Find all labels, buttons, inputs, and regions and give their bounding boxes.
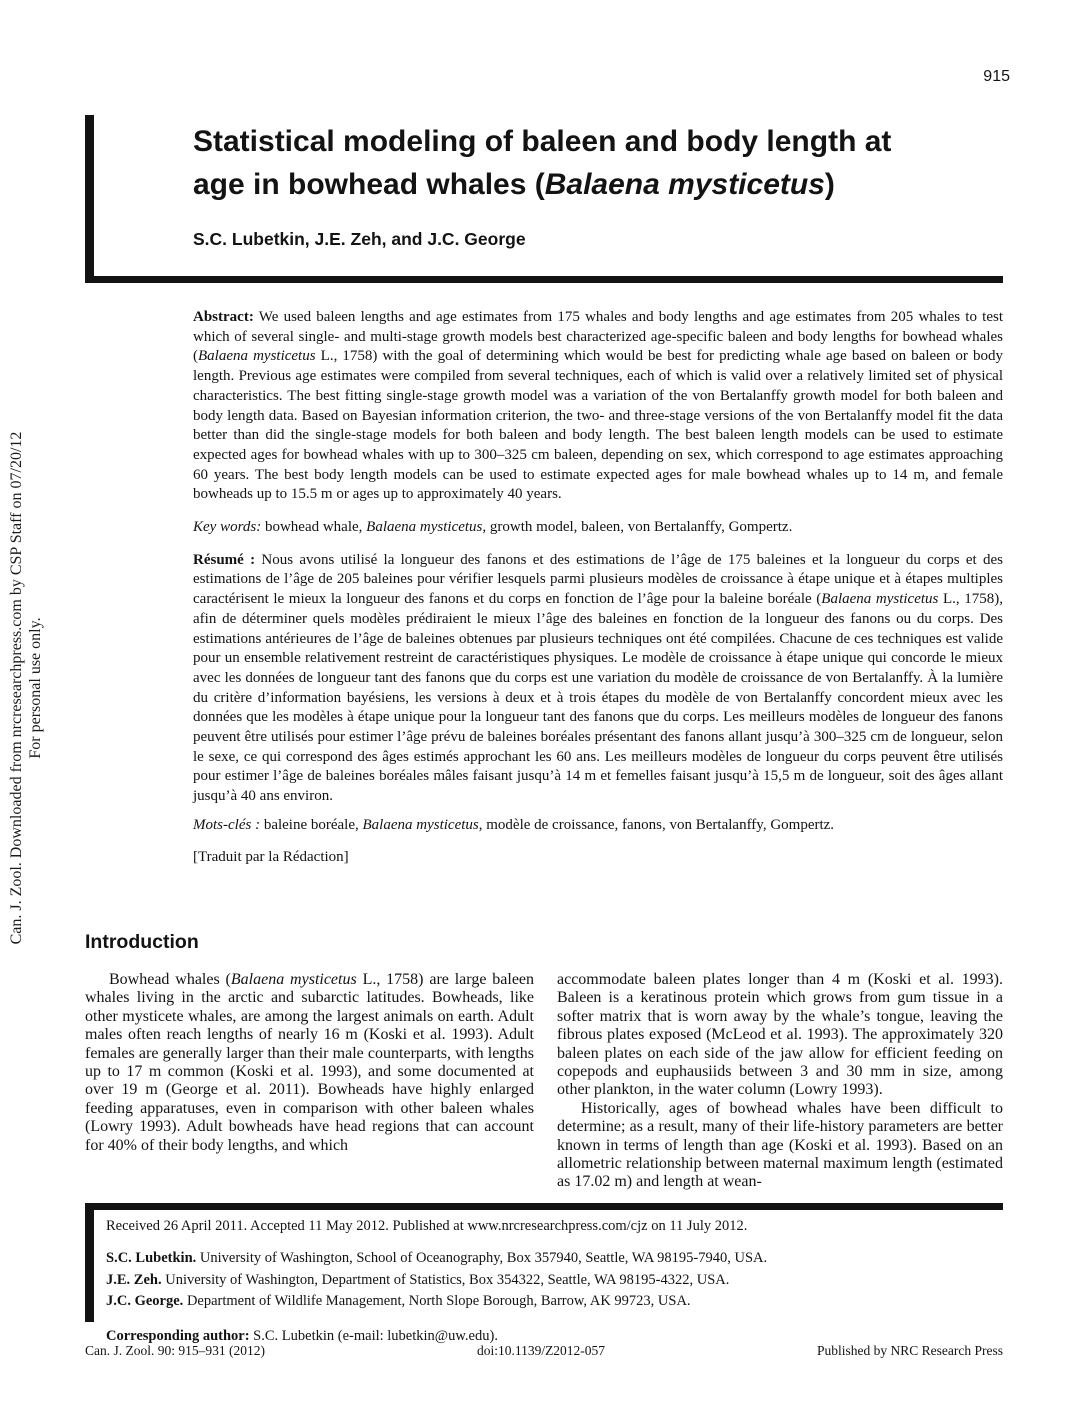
intro-p1-pre: Bowhead whales ( <box>109 971 231 988</box>
keywords-post: , growth model, baleen, von Bertalanffy, Gompertz. <box>482 519 793 536</box>
affiliation-author: J.E. Zeh. <box>106 1271 162 1288</box>
title-line2-pre: age in bowhead whales ( <box>193 168 545 201</box>
affiliation-detail: University of Washington, School of Oceanography, Box 357940, Seattle, WA 98195-7940, USA. <box>196 1250 768 1266</box>
intro-paragraph-1 <box>85 971 534 1155</box>
footer-doi: doi:10.1139/Z2012-057 <box>476 1343 606 1358</box>
affiliation-line <box>106 1248 992 1270</box>
resume-species-italic: Balaena mysticetus <box>821 591 939 608</box>
motscles-label: Mots-clés : <box>193 816 261 833</box>
resume-label: Résumé : <box>193 551 256 568</box>
intro-species-italic: Balaena mysticetus <box>230 971 357 988</box>
keywords-species-italic: Balaena mysticetus <box>366 519 483 536</box>
section-heading-introduction: Introduction <box>85 931 199 953</box>
title-block-bottom-rule <box>85 276 1003 283</box>
intro-p1-post: L., 1758) are large baleen whales living in the arctic and subarctic latitudes. Bowheads, like other mysticete whales, are among the largest animals on earth. Adult males often reach lengths of nearly 16 m (Koski et al. 1993). Adult females are generally larger than their male counterparts, with lengths up to 17 m common (Koski et al. 1993), and some documented at over 19 m (George et al. 2011). Bowheads have highly enlarged feeding apparatuses, even in comparison with other baleen whales (Lowry 1993). Adult bowheads have head regions that can account for 40% of their body lengths, and which <box>85 971 535 1154</box>
abstract-paragraph <box>193 308 1003 505</box>
intro-right-column <box>557 971 1003 1192</box>
abstract-section <box>193 308 1003 867</box>
abstract-text-post: L., 1758) with the goal of determining which would be best for predicting whale age based on baleen or body length. Previous age estimates were compiled from several techniques, each of which is valid over a relatively limited set of physical characteristics. The best fitting single-stage growth model was a variation of the von Bertalanffy growth model for both baleen and body length data. Based on Bayesian information criterion, the two- and three-stage versions of the von Bertalanffy model fit the data better than did the single-stage models for both baleen and body length. The best baleen length models can be used to estimate expected ages for bowhead whales with up to 300–325 cm baleen, depending on sex, which correspond to age estimates approaching 60 years. The best body length models can be used to estimate expected ages for male bowhead whales up to 14 m, and female bowheads up to 15.5 m or ages up to approximately 40 years. <box>193 348 1003 503</box>
title-species-italic: Balaena mysticetus <box>544 168 825 201</box>
download-notice-vertical-text <box>7 432 45 945</box>
affiliation-line <box>106 1291 992 1313</box>
affiliation-detail: Department of Wildlife Management, North Slope Borough, Barrow, AK 99723, USA. <box>183 1293 691 1309</box>
page-number: 915 <box>983 68 1010 85</box>
authors-line: S.C. Lubetkin, J.E. Zeh, and J.C. George <box>193 229 526 249</box>
title-block-left-rule <box>85 115 94 283</box>
abstract-species-italic: Balaena mysticetus <box>198 348 316 365</box>
journal-footer <box>85 1343 1003 1359</box>
footnote-block <box>106 1216 992 1346</box>
download-notice-line2: For personal use only. <box>27 617 44 759</box>
abstract-label: Abstract: <box>193 309 254 325</box>
keywords-pre: bowhead whale, <box>261 519 367 536</box>
affiliation-author: S.C. Lubetkin. <box>106 1250 197 1266</box>
resume-text-pre: Nous avons utilisé la longueur des fanons et des estimations de l’âge de 175 baleines et la longueur du corps et des estimations de l’âge de 205 baleines pour vérifier lesquels parmi plusieurs modèles de croissance à étape unique et à étapes multiples caractérisent le mieux la longueur des fanons et du corps en fonction de l’âge pour la baleine boréale ( <box>193 551 1003 608</box>
affiliation-line <box>106 1270 992 1292</box>
corresponding-label: Corresponding author: <box>106 1327 250 1344</box>
affiliation-detail: University of Washington, Department of Statistics, Box 354322, Seattle, WA 98195-4322, USA. <box>161 1271 730 1288</box>
footnote-left-rule <box>85 1203 94 1322</box>
motscles-pre: baleine boréale, <box>260 816 363 833</box>
intro-left-column <box>85 971 534 1155</box>
article-title <box>193 120 993 206</box>
keywords-line <box>193 518 1003 538</box>
affiliations <box>106 1248 992 1313</box>
abstract-text-pre: We used baleen lengths and age estimates from 175 whales and body lengths and age estimates from 205 whales to test which of several single- and multi-stage growth models best characterized age-specific baleen and body lengths for bowhead whales ( <box>193 309 1003 365</box>
resume-text-post: L., 1758), afin de déterminer quels modèles prédiraient le mieux l’âge des baleines en fonction de la longueur des fanons ou du corps. Des estimations antérieures de l’âge de baleines obtenues par plusieurs techniques ont été compilées. Chacune de ces techniques est valide pour un ensemble relativement restreint de caractéristiques physiques. Le modèle de croissance à étape unique qui concorde le mieux avec les données de longueur tant des fanons que du corps est une variation du modèle de croissance de von Bertalanffy. À la lumière du critère d’information bayésiens, les versions à deux et à trois étapes du modèle de von Bertalanffy concordent mieux avec les données que les modèles à étape unique pour la longueur tant des fanons que du corps. Les meilleurs modèles de longueur des fanons peuvent être utilisés pour estimer l’âge prévu de baleines boréales présentant des fanons allant jusqu’à 300–325 cm de longueur, selon le sexe, ce qui correspond des âges estimés approchant les 60 ans. Les meilleurs modèles de longueur du corps peuvent être utilisés pour estimer l’âge de baleines boréales mâles faisant jusqu’à 14 m et femelles faisant jusqu’à 15,5 m de longueur, soit des âges allant jusqu’à 40 ans environ. <box>193 591 1003 805</box>
footnote-top-rule <box>85 1203 1003 1210</box>
title-line1: Statistical modeling of baleen and body length at <box>193 125 892 158</box>
intro-paragraph-1-continued: accommodate baleen plates longer than 4 m (Koski et al. 1993). Baleen is a keratinous protein which grows from gum tissue in a softer matrix that is worn away by the whale’s tongue, leaving the fibrous plates exposed (McLeod et al. 1993). The approximately 320 baleen plates on each side of the jaw allow for efficient feeding on copepods and euphausiids between 3 and 30 mm in size, among other plankton, in the water column (Lowry 1993). <box>557 971 1003 1099</box>
footer-citation: Can. J. Zool. 90: 915–931 (2012) <box>85 1343 265 1358</box>
keywords-label: Key words: <box>193 519 262 536</box>
download-notice-line1: Can. J. Zool. Downloaded from nrcresearchpress.com by CSP Staff on 07/20/12 <box>8 431 25 945</box>
title-block <box>193 120 993 250</box>
footer-publisher: Published by NRC Research Press <box>817 1343 1003 1358</box>
title-line2-post: ) <box>824 168 835 201</box>
received-line: Received 26 April 2011. Accepted 11 May 2012. Published at www.nrcresearchpress.com/cjz on 11 July 2012. <box>106 1218 748 1234</box>
affiliation-author: J.C. George. <box>106 1293 184 1309</box>
motscles-species-italic: Balaena mysticetus <box>362 816 479 833</box>
corresponding-detail: S.C. Lubetkin (e-mail: lubetkin@uw.edu). <box>249 1327 498 1344</box>
intro-paragraph-2: Historically, ages of bowhead whales have been difficult to determine; as a result, many of their life-history parameters are better known in terms of length than age (Koski et al. 1993). Based on an allometric relationship between maternal maximum length (estimated as 17.02 m) and length at wean- <box>557 1099 1003 1191</box>
resume-paragraph <box>193 551 1003 807</box>
motscles-line <box>193 816 1003 836</box>
traduit-line: [Traduit par la Rédaction] <box>193 848 349 865</box>
motscles-post: , modèle de croissance, fanons, von Bertalanffy, Gompertz. <box>478 816 835 833</box>
